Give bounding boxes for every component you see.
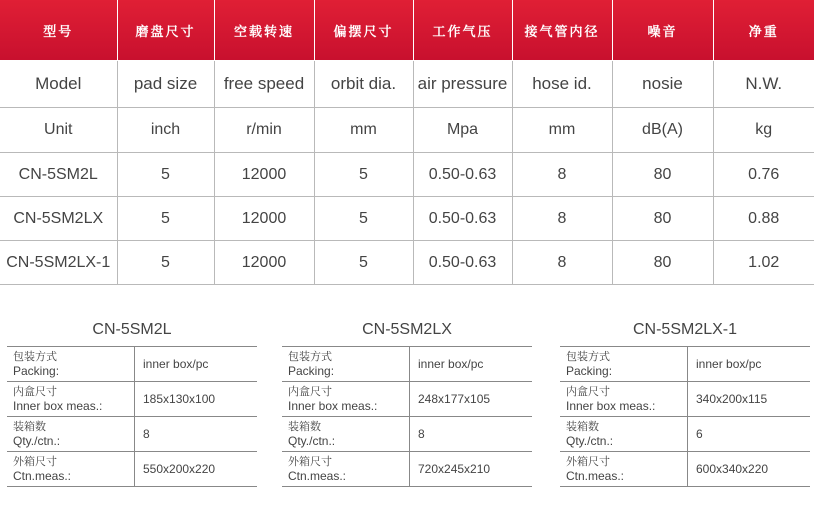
header-en-air-pressure: air pressure — [413, 61, 512, 108]
header-cn-hose-id: 接气管内径 — [512, 0, 612, 61]
header-cn-pad-size: 磨盘尺寸 — [117, 0, 214, 61]
header-cn-weight: 净重 — [713, 0, 814, 61]
label-cn: 装箱数 — [288, 420, 321, 433]
header-cn-air-pressure: 工作气压 — [413, 0, 512, 61]
packing-table-2 — [282, 318, 532, 487]
model-cell: CN-5SM2L — [0, 153, 117, 197]
inner-box-label — [560, 382, 688, 417]
label-cn: 包装方式 — [288, 350, 332, 363]
model-cell: CN-5SM2LX-1 — [0, 241, 117, 285]
table-cell: 80 — [612, 241, 713, 285]
header-row-en — [0, 61, 814, 108]
carton-row — [560, 452, 810, 487]
carton-value: 550x200x220 — [135, 452, 258, 487]
label-cn: 内盒尺寸 — [566, 385, 610, 398]
header-en-orbit-dia: orbit dia. — [314, 61, 413, 108]
qty-row — [7, 417, 257, 452]
inner-box-row — [282, 382, 532, 417]
table-cell: 5 — [117, 153, 214, 197]
header-en-hose-id: hose id. — [512, 61, 612, 108]
unit-cell: mm — [512, 108, 612, 153]
qty-value: 8 — [135, 417, 258, 452]
unit-cell: inch — [117, 108, 214, 153]
table-cell: 0.50-0.63 — [413, 241, 512, 285]
qty-row — [282, 417, 532, 452]
table-cell: 5 — [117, 197, 214, 241]
packing-title: CN-5SM2LX — [362, 321, 452, 338]
packing-title: CN-5SM2LX-1 — [632, 321, 738, 338]
table-cell: 0.50-0.63 — [413, 153, 512, 197]
carton-row — [7, 452, 257, 487]
header-en-free-speed: free speed — [214, 61, 314, 108]
header-en-noise: nosie — [612, 61, 713, 108]
inner-box-value: 185x130x100 — [135, 382, 258, 417]
table-cell: 8 — [512, 241, 612, 285]
header-cn-free-speed: 空载转速 — [214, 0, 314, 61]
label-en: Ctn.meas.: — [566, 469, 625, 483]
carton-label — [7, 452, 135, 487]
label-cn: 内盒尺寸 — [13, 385, 57, 398]
packing-table-3 — [560, 318, 810, 487]
packing-label — [7, 347, 135, 382]
table-cell: 5 — [117, 241, 214, 285]
unit-cell: r/min — [214, 108, 314, 153]
table-cell: 80 — [612, 153, 713, 197]
inner-box-value: 248x177x105 — [410, 382, 533, 417]
table-cell: 12000 — [214, 241, 314, 285]
header-cn-noise: 噪音 — [612, 0, 713, 61]
inner-box-row — [560, 382, 810, 417]
inner-box-row — [7, 382, 257, 417]
table-cell: 0.76 — [713, 153, 814, 197]
packing-row — [560, 347, 810, 382]
label-en: Ctn.meas.: — [13, 469, 72, 483]
packing-value: inner box/pc — [135, 347, 258, 382]
table-cell: 80 — [612, 197, 713, 241]
inner-box-value: 340x200x115 — [688, 382, 811, 417]
unit-row — [0, 108, 814, 153]
table-row — [0, 153, 814, 197]
label-en: Packing: — [13, 364, 60, 378]
table-cell: 5 — [314, 153, 413, 197]
table-cell: 8 — [512, 197, 612, 241]
label-cn: 装箱数 — [13, 420, 46, 433]
packing-row — [282, 347, 532, 382]
label-en: Qty./ctn.: — [13, 434, 61, 448]
inner-box-label — [282, 382, 410, 417]
unit-cell: mm — [314, 108, 413, 153]
table-cell: 5 — [314, 241, 413, 285]
packing-value: inner box/pc — [410, 347, 533, 382]
table-cell: 1.02 — [713, 241, 814, 285]
inner-box-label — [7, 382, 135, 417]
table-cell: 5 — [314, 197, 413, 241]
label-en: Packing: — [566, 364, 613, 378]
carton-row — [282, 452, 532, 487]
packing-title: CN-5SM2L — [92, 321, 172, 338]
label-en: Ctn.meas.: — [288, 469, 347, 483]
qty-label — [282, 417, 410, 452]
unit-cell: Unit — [0, 108, 117, 153]
label-en: Packing: — [288, 364, 335, 378]
table-cell: 0.50-0.63 — [413, 197, 512, 241]
carton-value: 600x340x220 — [688, 452, 811, 487]
model-cell: CN-5SM2LX — [0, 197, 117, 241]
header-cn-orbit-dia: 偏摆尺寸 — [314, 0, 413, 61]
carton-label — [282, 452, 410, 487]
packing-row — [7, 347, 257, 382]
header-row-cn — [0, 0, 814, 61]
label-cn: 外箱尺寸 — [566, 455, 610, 468]
table-cell: 8 — [512, 153, 612, 197]
table-row — [0, 197, 814, 241]
qty-label — [7, 417, 135, 452]
header-en-model: Model — [0, 61, 117, 108]
unit-cell: Mpa — [413, 108, 512, 153]
carton-value: 720x245x210 — [410, 452, 533, 487]
carton-label — [560, 452, 688, 487]
unit-cell: dB(A) — [612, 108, 713, 153]
label-en: Inner box meas.: — [566, 399, 656, 413]
label-cn: 包装方式 — [566, 350, 610, 363]
packing-label — [282, 347, 410, 382]
label-cn: 包装方式 — [13, 350, 57, 363]
qty-value: 8 — [410, 417, 533, 452]
label-cn: 外箱尺寸 — [288, 455, 332, 468]
table-cell: 12000 — [214, 153, 314, 197]
unit-cell: kg — [713, 108, 814, 153]
header-en-weight: N.W. — [713, 61, 814, 108]
label-cn: 内盒尺寸 — [288, 385, 332, 398]
table-cell: 12000 — [214, 197, 314, 241]
packing-table-1 — [7, 318, 257, 487]
qty-value: 6 — [688, 417, 811, 452]
label-cn: 装箱数 — [566, 420, 599, 433]
qty-label — [560, 417, 688, 452]
table-row — [0, 241, 814, 285]
label-en: Qty./ctn.: — [288, 434, 336, 448]
header-en-pad-size: pad size — [117, 61, 214, 108]
table-cell: 0.88 — [713, 197, 814, 241]
packing-label — [560, 347, 688, 382]
qty-row — [560, 417, 810, 452]
packing-value: inner box/pc — [688, 347, 811, 382]
header-cn-model: 型号 — [0, 0, 117, 61]
label-cn: 外箱尺寸 — [13, 455, 57, 468]
label-en: Inner box meas.: — [288, 399, 378, 413]
label-en: Inner box meas.: — [13, 399, 103, 413]
label-en: Qty./ctn.: — [566, 434, 614, 448]
